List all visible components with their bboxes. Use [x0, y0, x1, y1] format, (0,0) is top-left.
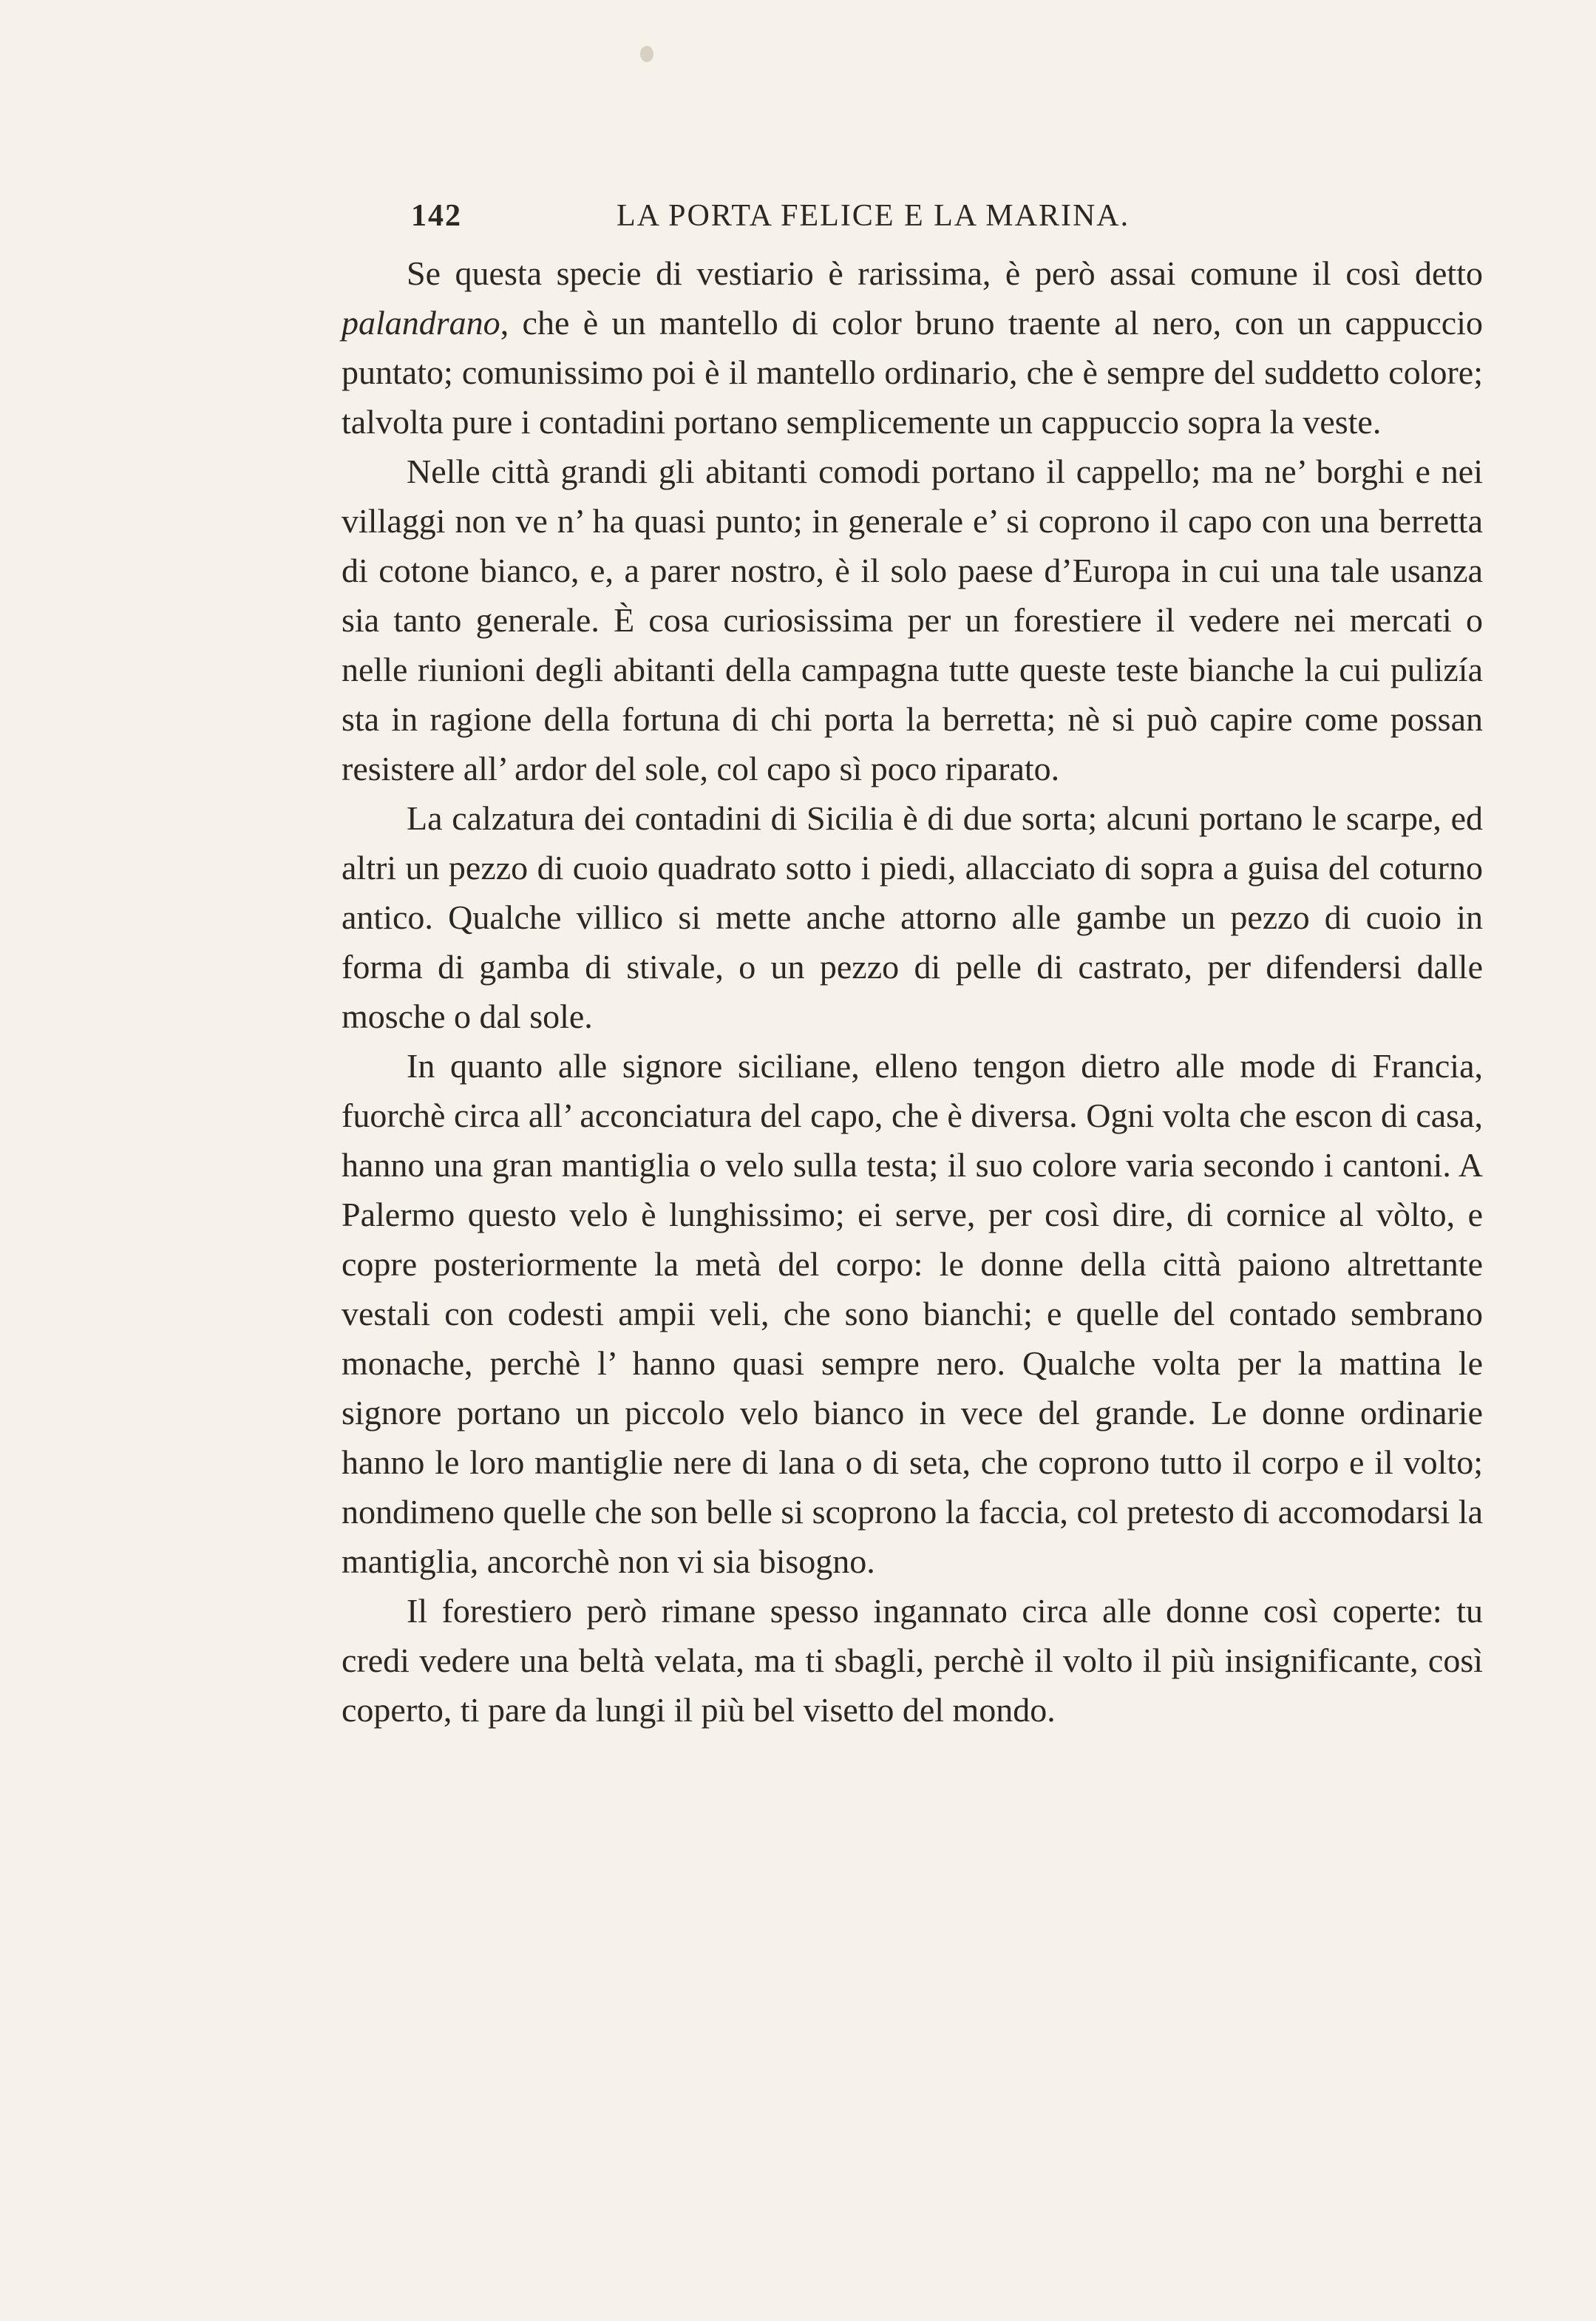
paragraph-3: La calzatura dei contadini di Sicilia è di due sorta; alcuni portano le scarpe, ed altri un pezzo di cuoio quadrato sotto i piedi, allacciato di sopra a guisa del coturno antico. Qualche villico si mette anche attorno alle gambe un pezzo di cuoio in forma di gamba di stivale, o un pezzo di pelle di castrato, per difendersi dalle mosche o dal sole.: [342, 799, 1483, 1035]
body-text: [342, 248, 1483, 1735]
paper-speck: [640, 46, 653, 62]
italic-term-palandrano: palandrano: [342, 304, 500, 342]
paragraph-4: In quanto alle signore siciliane, elleno tengon dietro alle mode di Francia, fuorchè circa all’ acconciatura del capo, che è diversa. Ogni volta che escon di casa, hanno una gran mantiglia o velo sulla testa; il suo colore varia secondo i cantoni. A Palermo questo velo è lunghissimo; ei serve, per così dire, di cornice al vòlto, e copre posteriormente la metà del corpo: le donne della città paiono altrettante vestali con codesti ampii veli, che sono bianchi; e quelle del contado sembrano monache, perchè l’ hanno quasi sempre nero. Qualche volta per la mattina le signore portano un piccolo velo bianco in vece del grande. Le donne ordinarie hanno le loro mantiglie nere di lana o di seta, che coprono tutto il corpo e il volto; nondimeno quelle che son belle si scoprono la faccia, col pretesto di accomodarsi la mantiglia, ancorchè non vi sia bisogno.: [342, 1047, 1483, 1580]
page-number: 142: [411, 199, 462, 233]
running-title: LA PORTA FELICE E LA MARINA.: [617, 199, 1130, 233]
paragraph-1: [342, 248, 1483, 447]
running-head: [411, 198, 1239, 243]
paragraph-1-before: Se questa specie di vestiario è rarissima, è però assai comune il così detto: [407, 254, 1483, 292]
paragraph-5: Il forestiero però rimane spesso ingannato circa alle donne così coperte: tu credi vedere una beltà velata, ma ti sbagli, perchè il volto il più insignificante, così coperto, ti pare da lungi il più bel visetto del mondo.: [342, 1592, 1483, 1729]
paragraph-1-after: , che è un mantello di color bruno traente al nero, con un cappuccio puntato; comunissimo poi è il mantello ordinario, che è sempre del suddetto colore; talvolta pure i contadini portano semplicemente un cappuccio sopra la veste.: [342, 304, 1483, 441]
paragraph-2: Nelle città grandi gli abitanti comodi portano il cappello; ma ne’ borghi e nei villaggi non ve n’ ha quasi punto; in generale e’ si coprono il capo con una berretta di cotone bianco, e, a parer nostro, è il solo paese d’Europa in cui una tale usanza sia tanto generale. È cosa curiosissima per un forestiere il vedere nei mercati o nelle riunioni degli abitanti della campagna tutte queste teste bianche la cui pulizía sta in ragione della fortuna di chi porta la berretta; nè si può capire come possan resistere all’ ardor del sole, col capo sì poco riparato.: [342, 453, 1483, 787]
